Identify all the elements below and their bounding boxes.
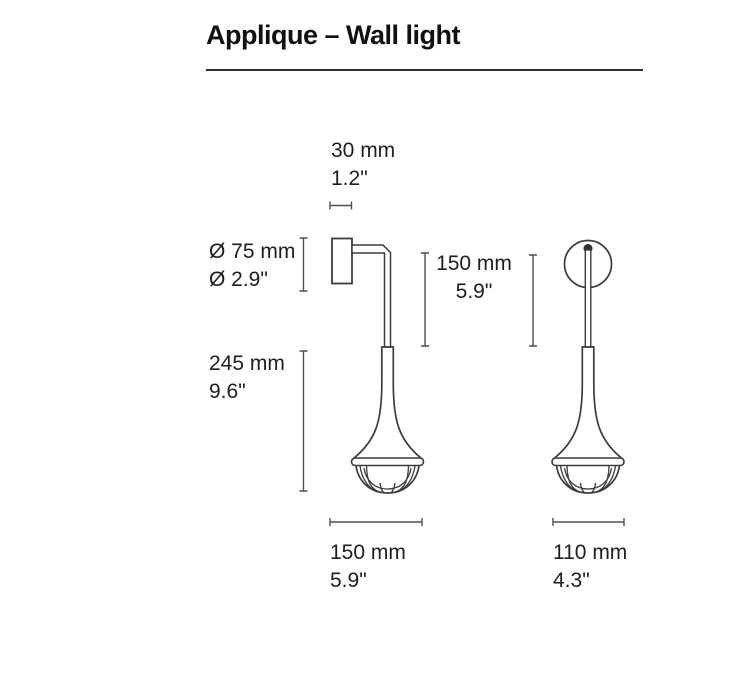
label-total-projection-mm: 150 mm [330,541,406,564]
label-suspension-length-in: 5.9" [455,280,493,303]
teardrop-body [554,347,622,459]
label-suspension-length [426,250,522,306]
dim-line-body-height [300,351,308,491]
wall-light-side-view [332,239,424,494]
dim-line-suspension-right [529,255,537,346]
teardrop-body [354,347,422,459]
stem [585,250,591,347]
page-title: Applique – Wall light [206,20,460,50]
label-mount-diameter [209,238,295,294]
label-shade-diameter-in: 4.3" [553,569,590,592]
label-arm-projection [331,137,395,193]
label-mount-diameter-mm: Ø 75 mm [209,240,296,263]
label-body-height-mm: 245 mm [209,352,285,375]
dim-line-arm-projection [330,202,352,210]
dim-line-total-projection [330,518,422,526]
label-body-height [209,350,285,406]
wall-plate [332,239,352,284]
label-shade-diameter [553,539,627,595]
wall-light-front-view [552,241,624,494]
label-mount-diameter-in: Ø 2.9" [209,268,268,291]
label-arm-projection-mm: 30 mm [331,139,396,162]
label-body-height-in: 9.6" [209,380,246,403]
label-arm-projection-in: 1.2" [331,167,368,190]
label-total-projection [330,539,406,595]
label-total-projection-in: 5.9" [330,569,367,592]
label-shade-diameter-mm: 110 mm [553,541,628,564]
dim-line-shade-diameter [553,518,624,526]
dim-line-mount-diameter [300,238,308,291]
label-suspension-length-mm: 150 mm [436,252,512,275]
shade-rim [552,458,624,466]
arm-and-stem [352,245,391,347]
shade-rim [352,458,424,466]
